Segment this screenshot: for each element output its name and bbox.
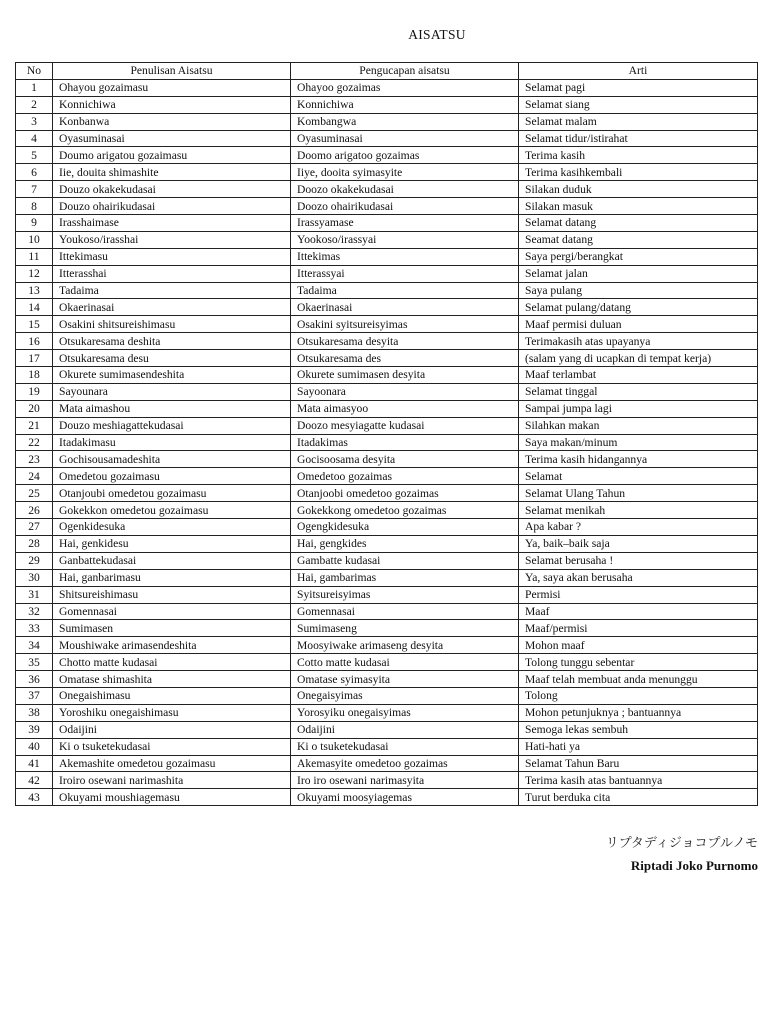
table-row — [16, 198, 758, 215]
cell-arti: Terima kasihkembali — [519, 164, 758, 181]
table-row — [16, 519, 758, 536]
cell-penulisan: Irasshaimase — [53, 215, 291, 232]
aisatsu-table — [15, 62, 758, 806]
cell-arti: Selamat Ulang Tahun — [519, 485, 758, 502]
cell-pengucapan: Itadakimas — [291, 434, 519, 451]
cell-penulisan: Ogenkidesuka — [53, 519, 291, 536]
cell-arti: Selamat Tahun Baru — [519, 755, 758, 772]
cell-arti: Terima kasih — [519, 147, 758, 164]
cell-arti: (salam yang di ucapkan di tempat kerja) — [519, 350, 758, 367]
cell-penulisan: Gochisousamadeshita — [53, 451, 291, 468]
table-row — [16, 417, 758, 434]
cell-no: 22 — [16, 434, 53, 451]
cell-penulisan: Sumimasen — [53, 620, 291, 637]
cell-pengucapan: Iiye, dooita syimasyite — [291, 164, 519, 181]
cell-no: 14 — [16, 299, 53, 316]
cell-pengucapan: Ogengkidesuka — [291, 519, 519, 536]
cell-arti: Selamat tidur/istirahat — [519, 130, 758, 147]
cell-penulisan: Sayounara — [53, 383, 291, 400]
cell-pengucapan: Okaerinasai — [291, 299, 519, 316]
cell-penulisan: Iie, douita shimashite — [53, 164, 291, 181]
cell-arti: Maaf permisi duluan — [519, 316, 758, 333]
cell-arti: Terimakasih atas upayanya — [519, 333, 758, 350]
cell-no: 7 — [16, 181, 53, 198]
cell-no: 42 — [16, 772, 53, 789]
cell-arti: Selamat tinggal — [519, 383, 758, 400]
cell-no: 26 — [16, 502, 53, 519]
cell-penulisan: Onegaishimasu — [53, 687, 291, 704]
cell-no: 35 — [16, 654, 53, 671]
cell-no: 19 — [16, 383, 53, 400]
table-row — [16, 468, 758, 485]
document-title: AISATSU — [408, 27, 466, 42]
table-row — [16, 485, 758, 502]
cell-penulisan: Tadaima — [53, 282, 291, 299]
author-name: Riptadi Joko Purnomo — [630, 858, 758, 873]
cell-no: 40 — [16, 738, 53, 755]
cell-no: 28 — [16, 535, 53, 552]
table-row — [16, 316, 758, 333]
cell-arti: Maaf terlambat — [519, 367, 758, 384]
cell-no: 10 — [16, 231, 53, 248]
cell-no: 43 — [16, 789, 53, 806]
cell-pengucapan: Gokekkong omedetoo gozaimas — [291, 502, 519, 519]
cell-arti: Maaf/permisi — [519, 620, 758, 637]
cell-no: 20 — [16, 400, 53, 417]
cell-penulisan: Okurete sumimasendeshita — [53, 367, 291, 384]
cell-arti: Selamat menikah — [519, 502, 758, 519]
cell-pengucapan: Doomo arigatoo gozaimas — [291, 147, 519, 164]
cell-penulisan: Moushiwake arimasendeshita — [53, 637, 291, 654]
cell-no: 3 — [16, 113, 53, 130]
cell-pengucapan: Okurete sumimasen desyita — [291, 367, 519, 384]
cell-pengucapan: Onegaisyimas — [291, 687, 519, 704]
cell-arti: Seamat datang — [519, 231, 758, 248]
header-penulisan: Penulisan Aisatsu — [53, 63, 291, 80]
table-row — [16, 451, 758, 468]
cell-penulisan: Gomennasai — [53, 603, 291, 620]
cell-penulisan: Konnichiwa — [53, 96, 291, 113]
cell-arti: Silahkan makan — [519, 417, 758, 434]
cell-pengucapan: Doozo ohairikudasai — [291, 198, 519, 215]
cell-arti: Selamat — [519, 468, 758, 485]
cell-arti: Hati-hati ya — [519, 738, 758, 755]
cell-no: 15 — [16, 316, 53, 333]
cell-arti: Saya makan/minum — [519, 434, 758, 451]
cell-penulisan: Douzo meshiagattekudasai — [53, 417, 291, 434]
cell-pengucapan: Konnichiwa — [291, 96, 519, 113]
table-row — [16, 654, 758, 671]
cell-no: 38 — [16, 704, 53, 721]
cell-penulisan: Ittekimasu — [53, 248, 291, 265]
cell-penulisan: Gokekkon omedetou gozaimasu — [53, 502, 291, 519]
table-row — [16, 147, 758, 164]
cell-penulisan: Doumo arigatou gozaimasu — [53, 147, 291, 164]
table-row — [16, 248, 758, 265]
cell-no: 27 — [16, 519, 53, 536]
cell-penulisan: Hai, ganbarimasu — [53, 569, 291, 586]
cell-pengucapan: Gomennasai — [291, 603, 519, 620]
table-row — [16, 772, 758, 789]
cell-no: 36 — [16, 671, 53, 688]
cell-no: 29 — [16, 552, 53, 569]
cell-penulisan: Omedetou gozaimasu — [53, 468, 291, 485]
cell-arti: Silakan duduk — [519, 181, 758, 198]
table-row — [16, 755, 758, 772]
table-row — [16, 299, 758, 316]
cell-pengucapan: Akemasyite omedetoo gozaimas — [291, 755, 519, 772]
cell-no: 12 — [16, 265, 53, 282]
cell-pengucapan: Omedetoo gozaimas — [291, 468, 519, 485]
table-row — [16, 282, 758, 299]
cell-pengucapan: Itterassyai — [291, 265, 519, 282]
table-row — [16, 603, 758, 620]
cell-no: 24 — [16, 468, 53, 485]
cell-pengucapan: Yorosyiku onegaisyimas — [291, 704, 519, 721]
cell-pengucapan: Doozo mesyiagatte kudasai — [291, 417, 519, 434]
cell-no: 17 — [16, 350, 53, 367]
table-row — [16, 721, 758, 738]
cell-pengucapan: Gambatte kudasai — [291, 552, 519, 569]
table-row — [16, 434, 758, 451]
cell-no: 39 — [16, 721, 53, 738]
table-row — [16, 333, 758, 350]
table-row — [16, 552, 758, 569]
cell-arti: Apa kabar ? — [519, 519, 758, 536]
cell-penulisan: Osakini shitsureishimasu — [53, 316, 291, 333]
table-row — [16, 181, 758, 198]
table-row — [16, 637, 758, 654]
cell-arti: Saya pergi/berangkat — [519, 248, 758, 265]
cell-penulisan: Itadakimasu — [53, 434, 291, 451]
table-row — [16, 738, 758, 755]
header-pengucapan: Pengucapan aisatsu — [291, 63, 519, 80]
cell-no: 21 — [16, 417, 53, 434]
header-arti: Arti — [519, 63, 758, 80]
cell-pengucapan: Mata aimasyoo — [291, 400, 519, 417]
cell-no: 41 — [16, 755, 53, 772]
cell-arti: Tolong tunggu sebentar — [519, 654, 758, 671]
cell-no: 13 — [16, 282, 53, 299]
cell-pengucapan: Okuyami moosyiagemas — [291, 789, 519, 806]
cell-no: 37 — [16, 687, 53, 704]
cell-pengucapan: Irassyamase — [291, 215, 519, 232]
table-row — [16, 367, 758, 384]
cell-pengucapan: Tadaima — [291, 282, 519, 299]
cell-penulisan: Konbanwa — [53, 113, 291, 130]
cell-arti: Tolong — [519, 687, 758, 704]
cell-pengucapan: Hai, gengkides — [291, 535, 519, 552]
cell-no: 4 — [16, 130, 53, 147]
cell-penulisan: Douzo okakekudasai — [53, 181, 291, 198]
cell-arti: Selamat malam — [519, 113, 758, 130]
table-row — [16, 164, 758, 181]
table-row — [16, 96, 758, 113]
cell-penulisan: Odaijini — [53, 721, 291, 738]
cell-penulisan: Hai, genkidesu — [53, 535, 291, 552]
table-row — [16, 231, 758, 248]
cell-no: 9 — [16, 215, 53, 232]
table-row — [16, 383, 758, 400]
table-row — [16, 215, 758, 232]
cell-arti: Terima kasih hidangannya — [519, 451, 758, 468]
cell-penulisan: Douzo ohairikudasai — [53, 198, 291, 215]
cell-arti: Selamat pulang/datang — [519, 299, 758, 316]
cell-no: 23 — [16, 451, 53, 468]
cell-penulisan: Ganbattekudasai — [53, 552, 291, 569]
table-row — [16, 569, 758, 586]
cell-pengucapan: Cotto matte kudasai — [291, 654, 519, 671]
table-row — [16, 113, 758, 130]
cell-pengucapan: Otsukaresama des — [291, 350, 519, 367]
cell-no: 31 — [16, 586, 53, 603]
cell-arti: Silakan masuk — [519, 198, 758, 215]
cell-no: 34 — [16, 637, 53, 654]
cell-no: 1 — [16, 79, 53, 96]
cell-arti: Mohon petunjuknya ; bantuannya — [519, 704, 758, 721]
cell-pengucapan: Syitsureisyimas — [291, 586, 519, 603]
cell-arti: Terima kasih atas bantuannya — [519, 772, 758, 789]
table-row — [16, 265, 758, 282]
cell-penulisan: Iroiro osewani narimashita — [53, 772, 291, 789]
cell-pengucapan: Osakini syitsureisyimas — [291, 316, 519, 333]
cell-pengucapan: Moosyiwake arimaseng desyita — [291, 637, 519, 654]
cell-no: 2 — [16, 96, 53, 113]
cell-pengucapan: Oyasuminasai — [291, 130, 519, 147]
cell-arti: Mohon maaf — [519, 637, 758, 654]
cell-no: 8 — [16, 198, 53, 215]
cell-pengucapan: Gocisoosama desyita — [291, 451, 519, 468]
cell-arti: Maaf telah membuat anda menunggu — [519, 671, 758, 688]
cell-no: 25 — [16, 485, 53, 502]
header-no: No — [16, 63, 53, 80]
cell-arti: Permisi — [519, 586, 758, 603]
cell-no: 11 — [16, 248, 53, 265]
table-row — [16, 400, 758, 417]
cell-penulisan: Yoroshiku onegaishimasu — [53, 704, 291, 721]
table-row — [16, 704, 758, 721]
cell-penulisan: Otsukaresama deshita — [53, 333, 291, 350]
cell-arti: Selamat siang — [519, 96, 758, 113]
cell-penulisan: Shitsureishimasu — [53, 586, 291, 603]
table-row — [16, 687, 758, 704]
cell-pengucapan: Kombangwa — [291, 113, 519, 130]
table-body — [16, 79, 758, 805]
table-row — [16, 620, 758, 637]
cell-no: 30 — [16, 569, 53, 586]
table-row — [16, 535, 758, 552]
cell-no: 33 — [16, 620, 53, 637]
cell-penulisan: Itterasshai — [53, 265, 291, 282]
cell-penulisan: Okaerinasai — [53, 299, 291, 316]
cell-penulisan: Chotto matte kudasai — [53, 654, 291, 671]
cell-penulisan: Okuyami moushiagemasu — [53, 789, 291, 806]
cell-pengucapan: Ohayoo gozaimas — [291, 79, 519, 96]
table-row — [16, 130, 758, 147]
cell-penulisan: Akemashite omedetou gozaimasu — [53, 755, 291, 772]
cell-penulisan: Oyasuminasai — [53, 130, 291, 147]
cell-arti: Maaf — [519, 603, 758, 620]
cell-pengucapan: Sayoonara — [291, 383, 519, 400]
author-name-katakana: リプタディジョコプルノモ — [605, 836, 758, 851]
cell-pengucapan: Omatase syimasyita — [291, 671, 519, 688]
cell-no: 5 — [16, 147, 53, 164]
cell-no: 18 — [16, 367, 53, 384]
table-row — [16, 671, 758, 688]
cell-penulisan: Omatase shimashita — [53, 671, 291, 688]
cell-arti: Selamat pagi — [519, 79, 758, 96]
cell-pengucapan: Odaijini — [291, 721, 519, 738]
table-header-row — [16, 63, 758, 80]
cell-arti: Ya, saya akan berusaha — [519, 569, 758, 586]
cell-pengucapan: Hai, gambarimas — [291, 569, 519, 586]
cell-penulisan: Mata aimashou — [53, 400, 291, 417]
cell-pengucapan: Yookoso/irassyai — [291, 231, 519, 248]
cell-arti: Semoga lekas sembuh — [519, 721, 758, 738]
cell-arti: Saya pulang — [519, 282, 758, 299]
table-row — [16, 502, 758, 519]
cell-no: 16 — [16, 333, 53, 350]
cell-arti: Selamat jalan — [519, 265, 758, 282]
cell-arti: Selamat berusaha ! — [519, 552, 758, 569]
cell-pengucapan: Doozo okakekudasai — [291, 181, 519, 198]
cell-pengucapan: Iro iro osewani narimasyita — [291, 772, 519, 789]
cell-arti: Turut berduka cita — [519, 789, 758, 806]
cell-arti: Selamat datang — [519, 215, 758, 232]
cell-arti: Ya, baik–baik saja — [519, 535, 758, 552]
cell-penulisan: Otanjoubi omedetou gozaimasu — [53, 485, 291, 502]
cell-penulisan: Ohayou gozaimasu — [53, 79, 291, 96]
cell-arti: Sampai jumpa lagi — [519, 400, 758, 417]
cell-pengucapan: Otsukaresama desyita — [291, 333, 519, 350]
cell-pengucapan: Ki o tsuketekudasai — [291, 738, 519, 755]
cell-penulisan: Ki o tsuketekudasai — [53, 738, 291, 755]
table-row — [16, 586, 758, 603]
cell-pengucapan: Sumimaseng — [291, 620, 519, 637]
table-row — [16, 350, 758, 367]
cell-pengucapan: Ittekimas — [291, 248, 519, 265]
cell-pengucapan: Otanjoobi omedetoo gozaimas — [291, 485, 519, 502]
table-row — [16, 789, 758, 806]
table-row — [16, 79, 758, 96]
cell-penulisan: Youkoso/irasshai — [53, 231, 291, 248]
cell-no: 32 — [16, 603, 53, 620]
cell-no: 6 — [16, 164, 53, 181]
cell-penulisan: Otsukaresama desu — [53, 350, 291, 367]
